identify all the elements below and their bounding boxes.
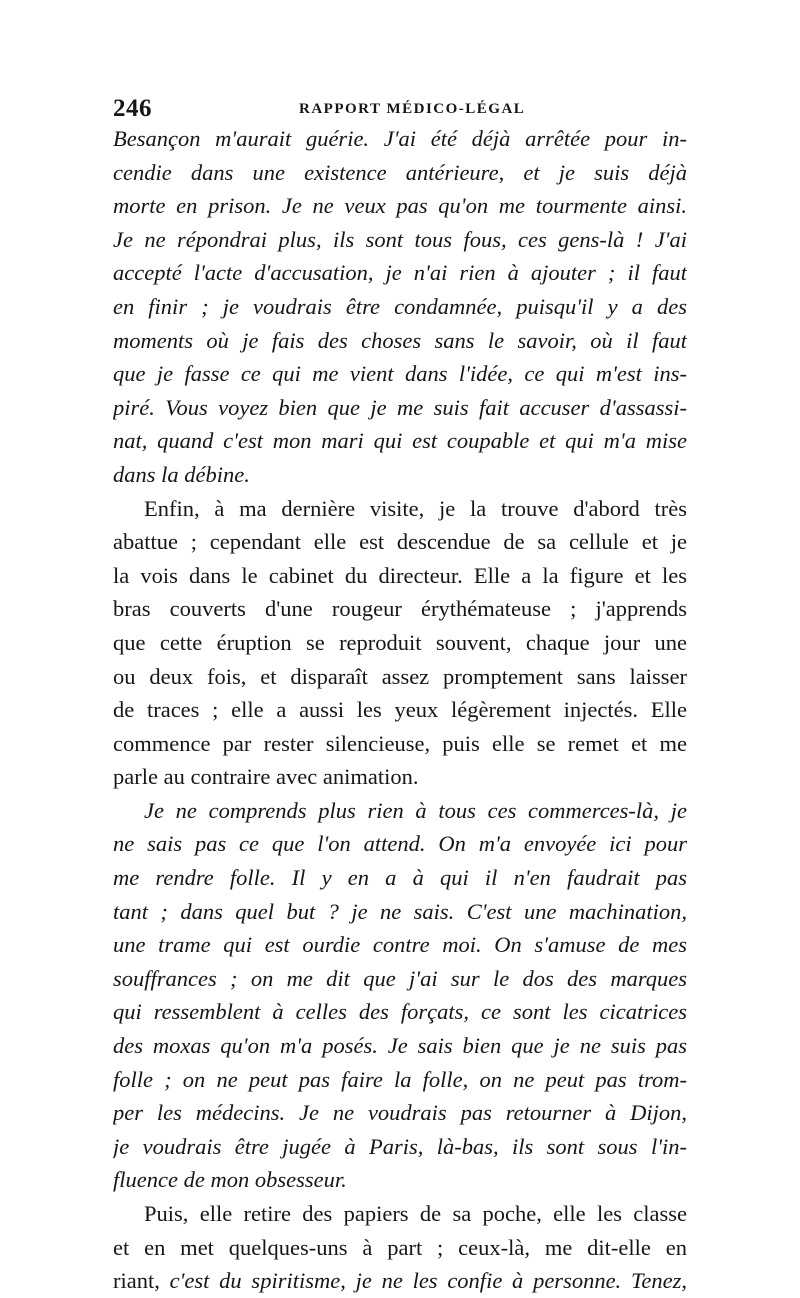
text-roman-run: riant, bbox=[113, 1268, 170, 1294]
text-line: commence par rester silencieuse, puis elle se remet et me bbox=[113, 730, 687, 756]
text-line: qui ressemblent à celles des forçats, ce sont les cicatrices bbox=[113, 999, 687, 1025]
text-line: que cette éruption se reproduit souvent, chaque jour une bbox=[113, 629, 687, 655]
text-line: Puis, elle retire des papiers de sa poche, elle les classe bbox=[144, 1201, 687, 1226]
text-line: accepté l'acte d'accusation, je n'ai rien à ajouter ; il faut bbox=[113, 260, 687, 286]
text-line: des moxas qu'on m'a posés. Je sais bien que je ne suis pas bbox=[113, 1033, 687, 1059]
text-line: une trame qui est ourdie contre moi. On s'amuse de mes bbox=[113, 932, 687, 958]
text-line: dans la débine. bbox=[113, 461, 250, 487]
text-line: Enfin, à ma dernière visite, je la trouve d'abord très bbox=[144, 495, 687, 521]
text-line: piré. Vous voyez bien que je me suis fait accuser d'assassi- bbox=[113, 394, 687, 420]
page-header bbox=[113, 95, 687, 121]
text-line: Je ne comprends plus rien à tous ces commerces-là, je bbox=[144, 797, 687, 823]
text-line: ou deux fois, et disparaît assez promptement sans laisser bbox=[113, 663, 687, 689]
body-text bbox=[113, 122, 687, 1298]
text-line: et en met quelques-uns à part ; ceux-là, me dit-elle en bbox=[113, 1234, 687, 1260]
text-line: tant ; dans quel but ? je ne sais. C'est une machination, bbox=[113, 898, 687, 924]
text-italic-run: c'est du spiritisme, je ne les confie à personne. Tenez, bbox=[169, 1268, 687, 1294]
text-line: Besançon m'aurait guérie. J'ai été déjà arrêtée pour in- bbox=[113, 126, 687, 151]
text-line: cendie dans une existence antérieure, et je suis déjà bbox=[113, 159, 687, 185]
text-line: fluence de mon obsesseur. bbox=[113, 1167, 347, 1193]
paragraph-quote-2 bbox=[113, 794, 687, 1197]
paragraph-quote-1 bbox=[113, 122, 687, 492]
text-line: abattue ; cependant elle est descendue de sa cellule et je bbox=[113, 529, 687, 555]
paragraph-narrative-1 bbox=[113, 492, 687, 794]
text-line: folle ; on ne peut pas faire la folle, on ne peut pas trom- bbox=[113, 1066, 687, 1092]
text-line: ne sais pas ce que l'on attend. On m'a envoyée ici pour bbox=[113, 831, 687, 857]
paragraph-narrative-2 bbox=[113, 1197, 687, 1298]
text-line: me rendre folle. Il y en a à qui il n'en faudrait pas bbox=[113, 865, 687, 891]
page-number: 246 bbox=[113, 95, 152, 122]
text-line: la vois dans le cabinet du directeur. Elle a la figure et les bbox=[113, 562, 687, 588]
text-line: de traces ; elle a aussi les yeux légèrement injectés. Elle bbox=[113, 697, 687, 723]
text-line-mixed bbox=[113, 1264, 687, 1298]
text-line: en finir ; je voudrais être condamnée, puisqu'il y a des bbox=[113, 293, 687, 319]
text-line: que je fasse ce qui me vient dans l'idée, ce qui m'est ins- bbox=[113, 361, 687, 387]
text-line: moments où je fais des choses sans le savoir, où il faut bbox=[113, 327, 687, 353]
running-head: RAPPORT MÉDICO-LÉGAL bbox=[299, 101, 526, 117]
text-line: souffrances ; on me dit que j'ai sur le dos des marques bbox=[113, 965, 687, 991]
text-line: per les médecins. Je ne voudrais pas retourner à Dijon, bbox=[113, 1100, 687, 1126]
text-line: je voudrais être jugée à Paris, là-bas, ils sont sous l'in- bbox=[113, 1133, 687, 1159]
text-line: morte en prison. Je ne veux pas qu'on me tourmente ainsi. bbox=[113, 193, 687, 219]
text-line: bras couverts d'une rougeur érythémateuse ; j'apprends bbox=[113, 596, 687, 622]
text-line: parle au contraire avec animation. bbox=[113, 764, 419, 790]
text-line: nat, quand c'est mon mari qui est coupable et qui m'a mise bbox=[113, 428, 687, 454]
text-line: Je ne répondrai plus, ils sont tous fous, ces gens-là ! J'ai bbox=[113, 226, 687, 252]
